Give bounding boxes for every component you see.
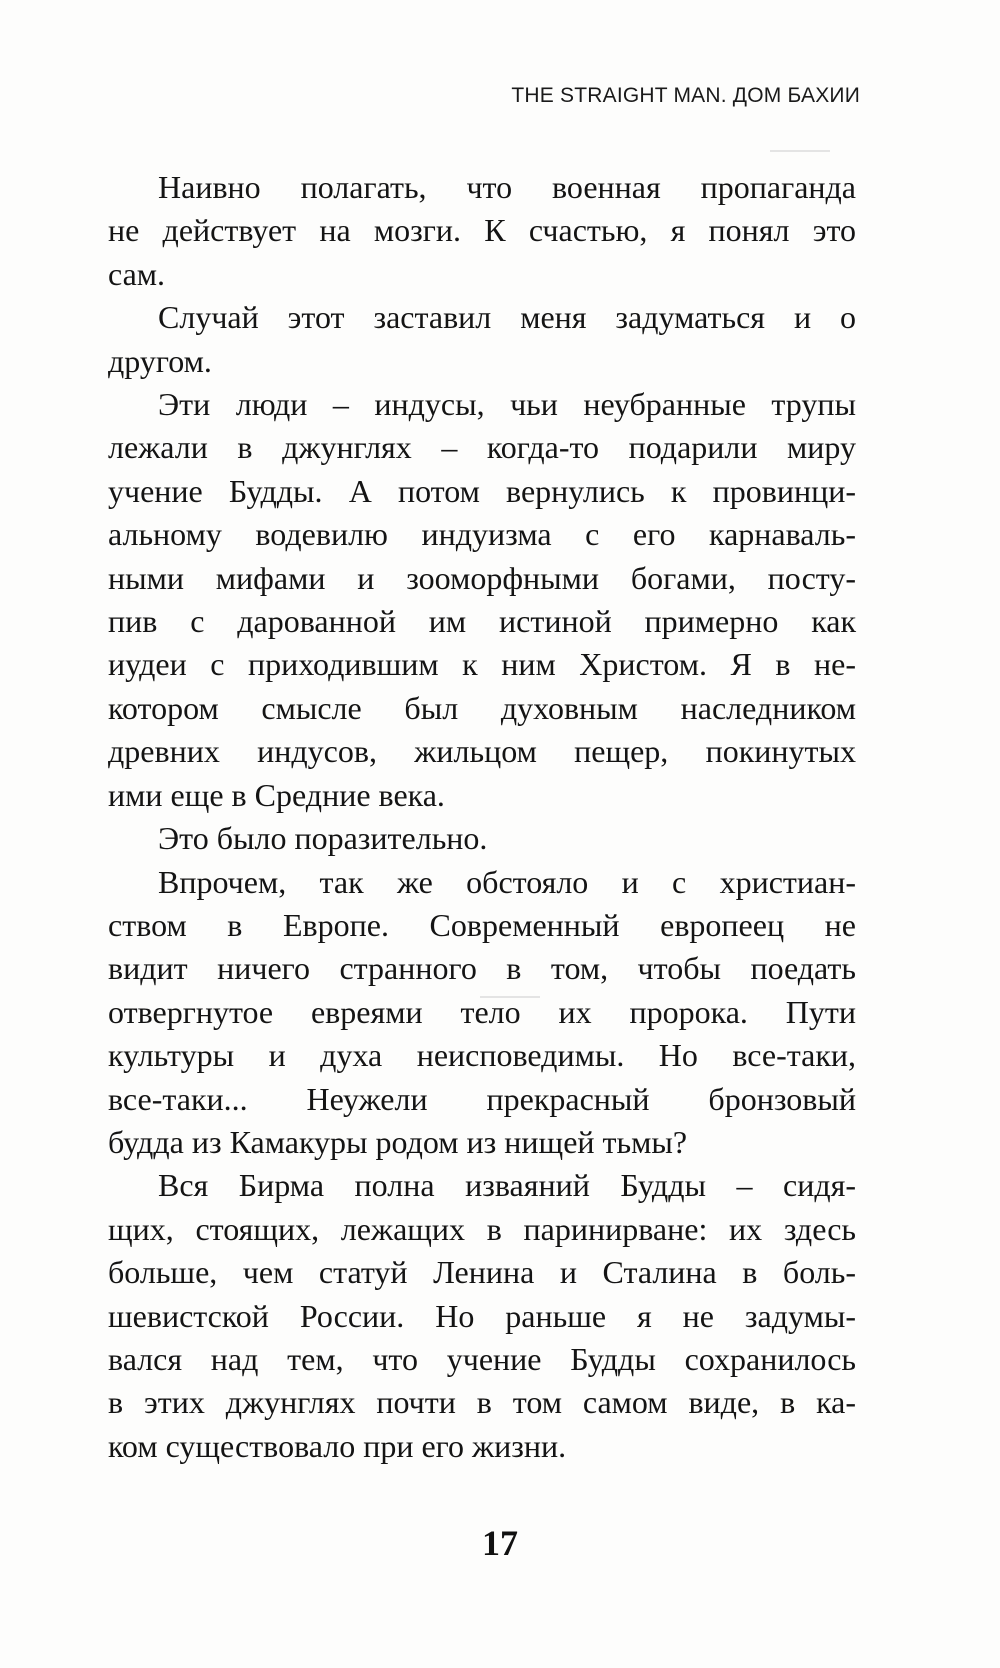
text-line: ком существовало при его жизни. xyxy=(108,1427,567,1464)
paragraph xyxy=(108,861,856,1165)
paragraph xyxy=(108,166,856,296)
paragraph xyxy=(108,296,856,383)
text-line: пив с дарованной им истиной примерно как xyxy=(108,603,856,640)
text-line: котором смысле был духовным наследником xyxy=(108,689,856,726)
body-text xyxy=(108,166,856,1468)
paragraph xyxy=(108,817,856,860)
text-line: Вся Бирма полна изваяний Будды – сидя- xyxy=(158,1167,856,1204)
text-line: Впрочем, так же обстояло и с христиан- xyxy=(158,863,856,900)
text-line: шевистской России. Но раньше я не задумы- xyxy=(108,1297,856,1334)
text-line: древних индусов, жильцом пещер, покинутых xyxy=(108,733,856,770)
text-line: другом. xyxy=(108,342,212,379)
page-number: 17 xyxy=(482,1523,518,1563)
paragraph xyxy=(108,383,856,817)
text-line: иудеи с приходившим к ним Христом. Я в не- xyxy=(108,646,856,683)
text-line: Наивно полагать, что военная пропаганда xyxy=(158,169,856,205)
text-line: ством в Европе. Современный европеец не xyxy=(108,906,856,943)
text-line: отвергнутое евреями тело их пророка. Пути xyxy=(108,993,856,1030)
text-line: щих, стоящих, лежащих в паринирване: их здесь xyxy=(108,1210,856,1247)
text-line: ными мифами и зооморфными богами, посту- xyxy=(108,559,856,596)
text-line: сам. xyxy=(108,255,166,292)
text-line: все-таки... Неужели прекрасный бронзовый xyxy=(108,1080,856,1117)
show-through-mark xyxy=(770,150,830,152)
running-header: THE STRAIGHT MAN. ДОМ БАХИИ xyxy=(511,84,860,107)
text-line: ими еще в Средние века. xyxy=(108,776,445,813)
text-line: лежали в джунглях – когда-то подарили миру xyxy=(108,429,856,466)
text-line: больше, чем статуй Ленина и Сталина в боль- xyxy=(108,1254,856,1291)
text-line: альному водевилю индуизма с его карнаваль- xyxy=(108,516,856,553)
text-line: будда из Камакуры родом из нищей тьмы? xyxy=(108,1123,688,1160)
text-line: Это было поразительно. xyxy=(158,820,488,857)
paragraph xyxy=(108,1164,856,1468)
text-line: видит ничего странного в том, чтобы поедать xyxy=(108,950,856,987)
text-line: Эти люди – индусы, чьи неубранные трупы xyxy=(158,386,856,423)
text-line: в этих джунглях почти в том самом виде, в ка- xyxy=(108,1384,856,1421)
text-line: вался над тем, что учение Будды сохранилось xyxy=(108,1340,856,1377)
text-line: культуры и духа неисповедимы. Но все-таки, xyxy=(108,1037,856,1074)
text-line: Случай этот заставил меня задуматься и о xyxy=(158,299,856,336)
text-line: не действует на мозги. К счастью, я понял это xyxy=(108,212,856,249)
text-line: учение Будды. А потом вернулись к провинци- xyxy=(108,472,856,509)
